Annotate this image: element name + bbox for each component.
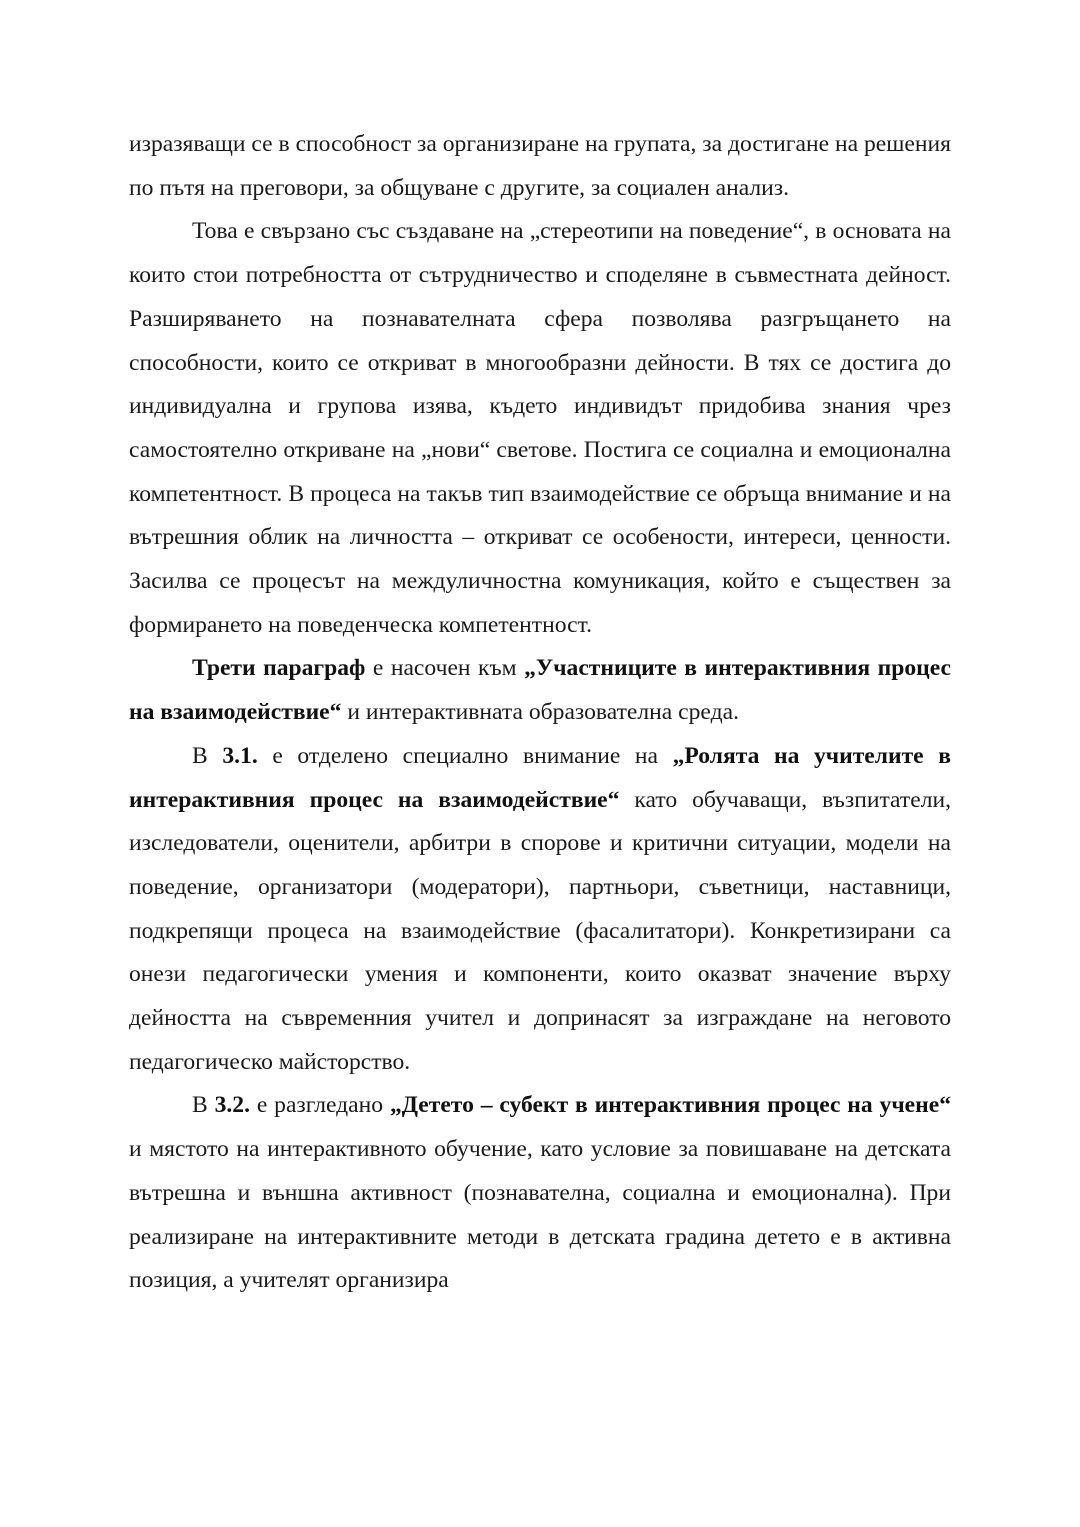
- text-run: и мястото на интерактивното обучение, като условие за повишаване на детската вътрешна и външна активност (познавателна, социална и емоционална). При реализиране на интерактивните методи в детската градина детето е в активна позиция, а учителят организира: [129, 1136, 951, 1294]
- text-run: Това е свързано със създаване на „стереотипи на поведение“, в основата на които стои потребността от сътрудничество и споделяне в съвместната дейност. Разширяването на познавателната сфера позволява разгръщането на способности, които се откриват в многообразни дейности. В тях се достига до индивидуална и групова изява, където индивидът придобива знания чрез самостоятелно откриване на „нови“ светове. Постига се социална и емоционална компетентност. В процеса на такъв тип взаимодействие се обръща внимание и на вътрешния облик на личността – откриват се особености, интереси, ценности. Засилва се процесът на междуличностна комуникация, който е съществен за формирането на поведенческа компетентност.: [129, 218, 951, 638]
- text-run: е разгледано: [249, 1092, 390, 1119]
- paragraph: [129, 735, 951, 1085]
- text-run: е насочен към: [365, 655, 525, 682]
- text-run: като обучаващи, възпитатели, изследователи, оценители, арбитри в спорове и критични ситуации, модели на поведение, организатори (модератори), партньори, съветници, наставници, подкрепящи процеса на взаимодействие (фасалитатори). Конкретизирани са онези педагогически умения и компоненти, които оказват значение върху дейността на съвременния учител и допринасят за изграждане на неговото педагогическо майсторство.: [129, 786, 951, 1075]
- text-run: изразяващи се в способност за организиране на групата, за достигане на решения по пътя на преговори, за общуване с другите, за социален анализ.: [129, 131, 951, 201]
- paragraph: [129, 1084, 951, 1303]
- bold-text-run: „Детето – субект в интерактивния процес на учене“: [389, 1092, 951, 1119]
- bold-text-run: Трети параграф: [192, 655, 366, 682]
- document-page: [129, 123, 951, 1303]
- text-run: В: [192, 742, 223, 769]
- bold-text-run: 3.2.: [214, 1092, 250, 1119]
- text-run: В: [192, 1092, 215, 1119]
- paragraph: [129, 647, 951, 734]
- paragraph: [129, 210, 951, 647]
- text-run: и интерактивната образователна среда.: [341, 699, 739, 726]
- text-run: е отделено специално внимание на: [257, 742, 673, 769]
- bold-text-run: „Участниците в интерактивния процес на взаимодействие“: [129, 655, 951, 726]
- bold-text-run: 3.1.: [222, 742, 258, 769]
- paragraph: [129, 123, 951, 210]
- bold-text-run: „Ролята на учителите в интерактивния процес на взаимодействие“: [129, 742, 952, 813]
